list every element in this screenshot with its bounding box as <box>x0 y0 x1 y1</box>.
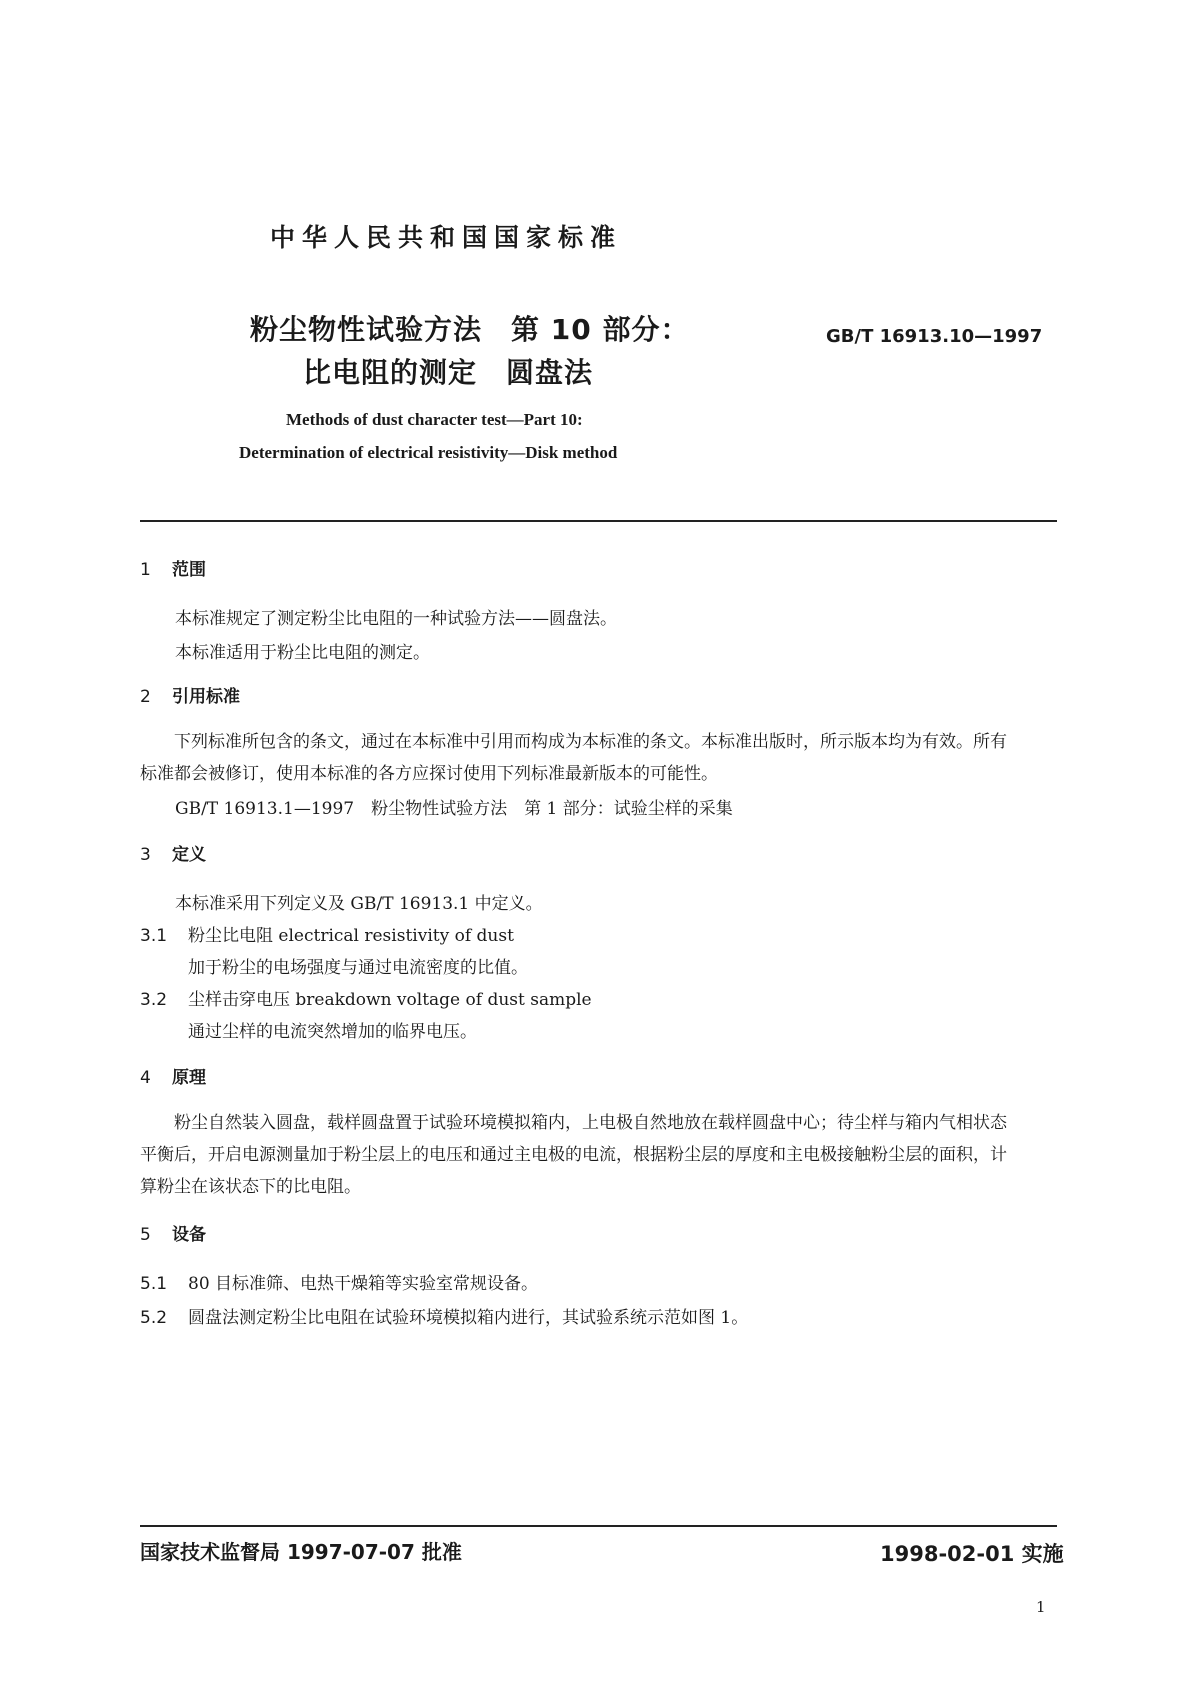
standard-number: GB/T 16913.10—1997 <box>826 326 1043 347</box>
title-en-line2: Determination of electrical resistivity—Disk method <box>239 443 618 462</box>
section-title: 原理 <box>172 1068 206 1088</box>
definition-number: 3.1 <box>140 926 168 946</box>
section-number: 3 <box>140 845 151 865</box>
section-1-heading <box>140 555 206 580</box>
section-4-heading <box>140 1063 206 1088</box>
section-title: 引用标准 <box>172 687 240 707</box>
definition-term: 粉尘比电阻 electrical resistivity of dust <box>188 926 514 946</box>
definition-number: 3.2 <box>140 990 168 1010</box>
approval-line: 国家技术监督局 1997-07-07 批准 <box>140 1540 462 1564</box>
implementation-date: 1998-02-01 实施 <box>880 1542 1064 1566</box>
item-5-1 <box>140 1269 538 1294</box>
section-2-para-1: 下列标准所包含的条文，通过在本标准中引用而构成为本标准的条文。本标准出版时，所示版本均为有效。所有标准都会被修订，使用本标准的各方应探讨使用下列标准最新版本的可能性。 <box>140 732 1007 784</box>
title-cn-line1: 粉尘物性试验方法 第 10 部分： <box>250 313 690 346</box>
item-text: 80 目标准筛、电热干燥箱等实验室常规设备。 <box>188 1274 539 1294</box>
section-2-reference: GB/T 16913.1—1997 粉尘物性试验方法 第 1 部分：试验尘样的采集 <box>175 799 733 819</box>
definition-3-1-text: 加于粉尘的电场强度与通过电流密度的比值。 <box>188 958 528 978</box>
section-1-para-2: 本标准适用于粉尘比电阻的测定。 <box>175 643 430 663</box>
section-4-para-1: 粉尘自然装入圆盘，载样圆盘置于试验环境模拟箱内，上电极自然地放在载样圆盘中心；待尘样与箱内气相状态平衡后，开启电源测量加于粉尘层上的电压和通过主电极的电流，根据粉尘层的厚度和主电极接触粉尘层的面积，计算粉尘在该状态下的比电阻。 <box>140 1113 1007 1197</box>
header-divider <box>140 520 1057 522</box>
item-text: 圆盘法测定粉尘比电阻在试验环境模拟箱内进行，其试验系统示范如图 1。 <box>188 1308 749 1328</box>
section-title: 范围 <box>172 560 206 580</box>
item-number: 5.2 <box>140 1308 168 1328</box>
section-number: 4 <box>140 1068 151 1088</box>
definition-3-2-text: 通过尘样的电流突然增加的临界电压。 <box>188 1022 477 1042</box>
section-3-heading <box>140 840 206 865</box>
definition-3-1 <box>140 921 514 946</box>
title-cn-line2: 比电阻的测定 圆盘法 <box>303 356 594 389</box>
section-3-para-1: 本标准采用下列定义及 GB/T 16913.1 中定义。 <box>175 894 543 914</box>
item-5-2 <box>140 1303 748 1328</box>
page-number: 1 <box>1036 1598 1046 1616</box>
section-title: 定义 <box>172 845 206 865</box>
definition-term: 尘样击穿电压 breakdown voltage of dust sample <box>188 990 592 1010</box>
section-2-heading <box>140 682 240 707</box>
section-number: 2 <box>140 687 151 707</box>
footer-divider <box>140 1525 1057 1527</box>
national-standard-label: 中华人民共和国国家标准 <box>270 223 623 252</box>
section-title: 设备 <box>172 1225 206 1245</box>
item-number: 5.1 <box>140 1274 168 1294</box>
section-number: 5 <box>140 1225 151 1245</box>
section-5-heading <box>140 1220 206 1245</box>
section-1-para-1: 本标准规定了测定粉尘比电阻的一种试验方法——圆盘法。 <box>175 609 617 629</box>
section-number: 1 <box>140 560 151 580</box>
title-en-line1: Methods of dust character test—Part 10: <box>286 410 583 429</box>
definition-3-2 <box>140 985 592 1010</box>
